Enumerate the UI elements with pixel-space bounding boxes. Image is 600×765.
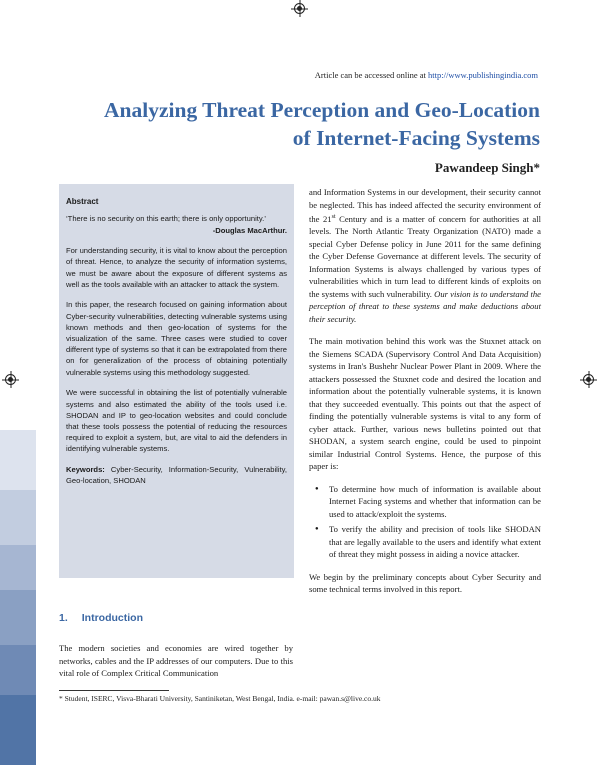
sidebar-block (0, 645, 36, 695)
sidebar-block (0, 545, 36, 590)
keywords-label: Keywords: (66, 465, 105, 475)
sidebar-block (0, 590, 36, 645)
access-link[interactable]: http://www.publishingindia.com (428, 70, 538, 80)
author-name: Pawandeep Singh* (434, 160, 540, 175)
abstract-paragraph: We were successful in obtaining the list of potentially vulnerable systems and also estimated the ability of the tools used i.e. SHODAN and IP to geo-location websites and could conclude that these tools possess the potential of reducing the resources required to exploit a system, but, are vital to aid the defenders in identifying vulnerable systems. (66, 388, 287, 454)
article-title (70, 96, 540, 152)
registration-mark-right (583, 374, 594, 385)
section-title: Introduction (81, 612, 144, 624)
italic-text: Our vision is to understand the perception of threat to these systems and make deductions about their security. (309, 288, 541, 324)
body-text: and Information Systems in our development, their security cannot be neglected. This has indeed affected the security environment of the 21 (309, 187, 541, 224)
registration-mark-left (5, 374, 16, 385)
purpose-list (309, 483, 541, 561)
keywords (66, 464, 287, 486)
abstract-heading: Abstract (66, 197, 99, 206)
title-line-2: of Internet-Facing Systems (292, 126, 540, 150)
abstract-paragraph: For understanding security, it is vital to know about the perception of threat. Hence, to analyze the security of information systems, we must be aware about the exposure of different systems as well as the tools available with an attacker to attack the system. (66, 246, 287, 289)
footnote: * Student, ISERC, Visva-Bharati University, Santiniketan, West Bengal, India. e-mail: pawan.s@live.co.uk (59, 694, 381, 703)
abstract-paragraph: In this paper, the research focused on gaining information about Cyber-security vulnerabilities, detecting vulnerable systems using known methods and then geo-location of systems for the visualization of the same. Three cases were studied to cover different type of systems so that it can be extrapolated from there on for generalization of the process of obtaining potentially vulnerable systems using this methodology suggested. (66, 300, 287, 377)
list-item: ● To determine how much of information is available about Internet Facing systems and whether that information can be used to attack/exploit the systems. (329, 483, 541, 521)
section-heading (59, 612, 143, 624)
intro-paragraph: The modern societies and economies are wired together by networks, cables and the IP addresses of our computers. Due to this vital role of Complex Critical Communication (59, 643, 293, 678)
body-text: Century and is a matter of concern for authorities at all levels. The North Atlantic Treaty Organization (NATO) made a special Cyber Defense policy in June 2011 for the same defining the Cyber Defense Governance at different levels. The security of Information Systems is always challenged by various types of vulnerabilities which in turn lead to different kinds of exploits on the systems with such vulnerability. (309, 213, 541, 299)
superscript: st (331, 214, 336, 220)
body-paragraph: The main motivation behind this work was the Stuxnet attack on the Siemens SCADA (Supervisory Control And Data Acquisition) systems in Iran's Bushehr Nuclear Power Plant in 2009. Where the attackers possessed the Stuxnet code and desired the location and information about the potentially vulnerable systems, it is known that they succeeded eventually. This points out that the aspect of finding the potentially vulnerable systems is vital to any form of cyber attack. Further, various news bulletins pointed out that SHODAN, a system search engine, could be used to pinpoint similar Industrial Control Systems. Hence, the purpose of this paper is: (309, 336, 541, 472)
list-item: ● To verify the ability and precision of tools like SHODAN that are legally available to the users and identify what extent of threat they might possess in aiding a novice attacker. (329, 523, 541, 561)
sidebar-block (0, 430, 36, 490)
section-number: 1. (59, 612, 68, 624)
keywords-list: Cyber-Security, Information-Security, Vulnerability, Geo-location, SHODAN (66, 465, 287, 486)
right-column (309, 186, 541, 606)
body-paragraph (309, 186, 541, 325)
abstract-quote: ‘There is no security on this earth; there is only opportunity.’ (66, 214, 266, 224)
footnote-divider (59, 690, 169, 691)
title-line-1: Analyzing Threat Perception and Geo-Location (104, 98, 540, 122)
quote-author: -Douglas MacArthur. (212, 225, 287, 235)
body-paragraph: We begin by the preliminary concepts about Cyber Security and some technical terms involved in this report. (309, 571, 541, 595)
abstract-box (59, 184, 294, 578)
access-prefix: Article can be accessed online at (314, 70, 426, 80)
sidebar-block (0, 695, 36, 765)
sidebar-block (0, 490, 36, 545)
registration-mark-top (294, 3, 305, 14)
access-line (315, 70, 538, 80)
